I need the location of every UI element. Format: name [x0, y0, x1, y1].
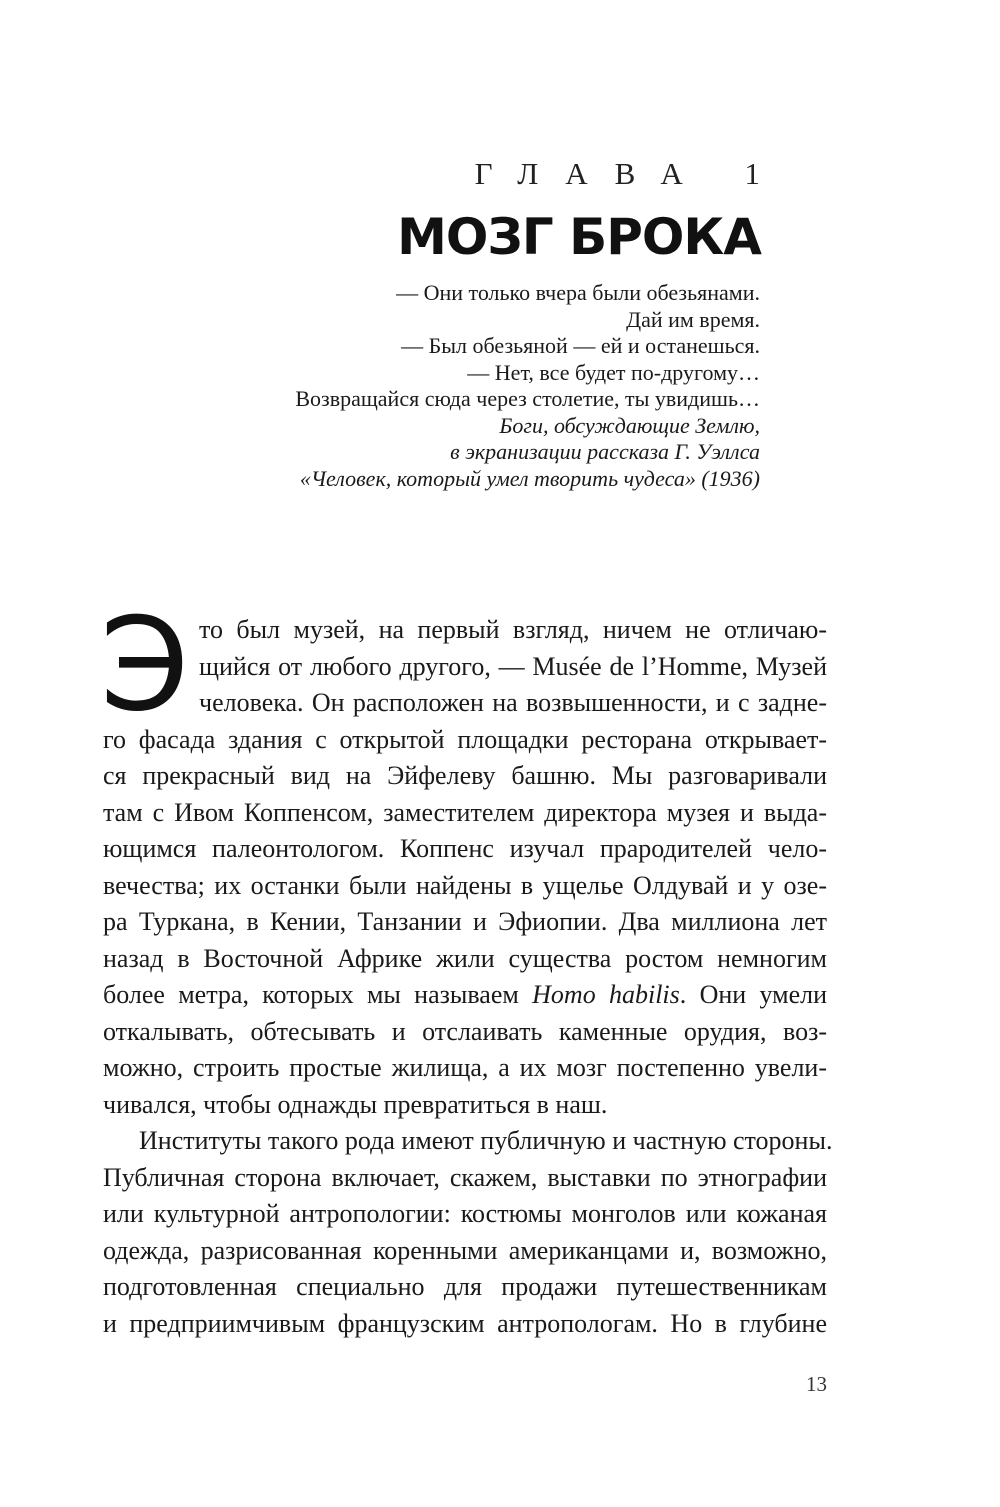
paragraph-line: щийся от любого другого, — Musée de l’Homme, Музей	[199, 651, 827, 681]
paragraph-line: человека. Он расположен на возвышенности, и с задне-	[199, 688, 827, 717]
paragraph-line: чивался, чтобы однажды превратиться в наш.	[103, 1089, 608, 1119]
paragraph-line: го фасада здания с открытой площадки ресторана открывает-	[103, 724, 827, 754]
epigraph-line: — Нет, все будет по-другому…	[467, 359, 760, 385]
paragraph-line: ся прекрасный вид на Эйфелеву башню. Мы разговаривали	[103, 761, 827, 790]
epigraph-attribution: в экранизации рассказа Г. Уэллса	[450, 439, 760, 464]
text-run: более метра, которых мы называем	[103, 980, 533, 1009]
paragraph-line: Институты такого рода имеют публичную и частную стороны.	[139, 1126, 833, 1155]
page-number: 13	[806, 1372, 827, 1396]
epigraph-line: Возвращайся сюда через столетие, ты увидишь…	[295, 386, 760, 411]
paragraph-line: одежда, разрисованная коренными американцами и, возможно,	[103, 1235, 827, 1265]
epigraph	[200, 280, 760, 492]
italic-term: Homo habilis	[532, 980, 680, 1009]
drop-cap: Э	[100, 591, 190, 740]
paragraph-line: можно, строить простые жилища, а их мозг постепенно увели-	[103, 1053, 827, 1082]
paragraph-line: подготовленная специально для продажи путешественникам	[103, 1272, 827, 1301]
epigraph-attribution: «Человек, который умел творить чудеса» (1936)	[299, 465, 760, 491]
paragraph-line: вечества; их останки были найдены в ущелье Олдувай и у озе-	[103, 870, 827, 900]
text-run: . Они умели	[679, 980, 827, 1009]
paragraph-line: назад в Восточной Африке жили существа ростом немногим	[103, 943, 827, 973]
paragraph-line: и предприимчивым французским антропологам. Но в глубине	[103, 1308, 827, 1338]
paragraph-line: ющимся палеонтологом. Коппенс изучал прародителей чело-	[103, 834, 827, 863]
epigraph-line: Дай им время.	[626, 306, 760, 332]
epigraph-line: — Они только вчера были обезьянами.	[396, 280, 760, 305]
body-text	[103, 612, 833, 1342]
paragraph-line	[103, 977, 827, 1014]
epigraph-attribution: Боги, обсуждающие Землю,	[499, 412, 760, 438]
paragraph-line: ра Туркана, в Кении, Танзании и Эфиопии. Два миллиона лет	[103, 907, 827, 936]
paragraph-line: то был музей, на первый взгляд, ничем не отличаю-	[199, 615, 827, 644]
chapter-title: МОЗГ БРОКА	[397, 208, 761, 266]
paragraph-line: Публичная сторона включает, скажем, выставки по этнографии	[103, 1162, 827, 1192]
paragraph-line: или культурной антропологии: костюмы монголов или кожаная	[103, 1199, 827, 1228]
paragraph-line: там с Ивом Коппенсом, заместителем директора музея и выда-	[103, 797, 827, 827]
paragraph-line: откалывать, обтесывать и отслаивать каменные орудия, воз-	[103, 1016, 827, 1046]
chapter-label: ГЛАВА 1	[474, 156, 787, 191]
epigraph-line: — Был обезьяной — ей и останешься.	[401, 333, 760, 358]
